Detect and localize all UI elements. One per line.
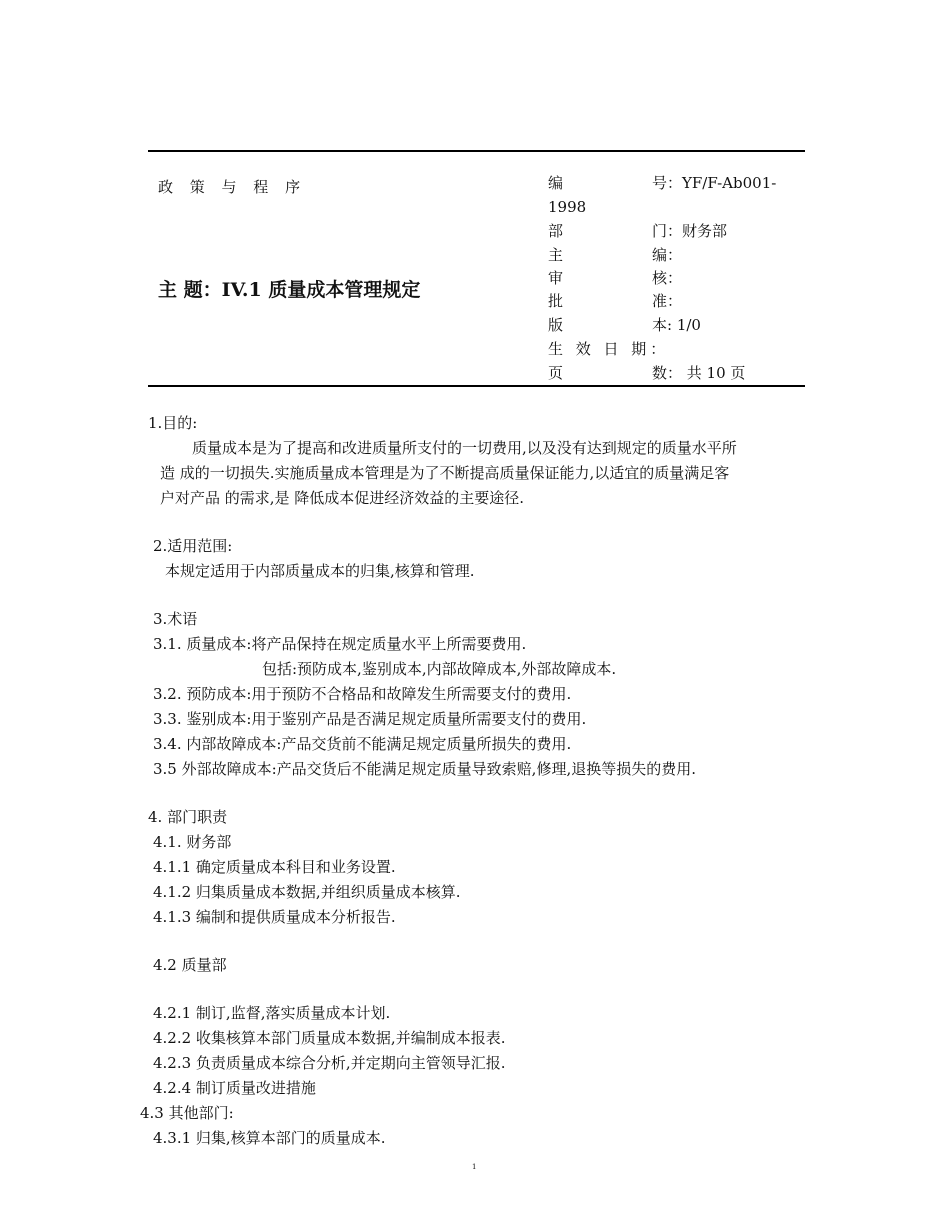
meta-effective-date: 生 效 日 期： (548, 340, 670, 358)
meta-value-dept: 门：财务部 (652, 222, 728, 240)
quality-item: 4.2.4 制订质量改进措施 (153, 1079, 316, 1097)
terms-title: 3.术语 (153, 610, 198, 628)
quality-item: 4.2.3 负责质量成本综合分析,并定期向主管领导汇报. (153, 1054, 506, 1072)
meta-value-version: 本: 1/0 (652, 316, 701, 334)
duties-title: 4. 部门职责 (148, 808, 228, 826)
header-top-rule (148, 150, 805, 152)
other-item: 4.3.1 归集,核算本部门的质量成本. (153, 1129, 386, 1147)
meta-value-editor: 编： (652, 246, 683, 264)
meta-key-review: 审 (548, 269, 564, 287)
purpose-title: 1.目的: (148, 414, 198, 432)
meta-value-review: 核： (652, 269, 683, 287)
meta-key-code: 编 (548, 174, 564, 192)
term-item: 3.2. 预防成本:用于预防不合格品和故障发生所需要支付的费用. (153, 685, 572, 703)
finance-item: 4.1.1 确定质量成本科目和业务设置. (153, 858, 396, 876)
meta-code-year: 1998 (548, 198, 587, 216)
meta-value-approve: 准： (652, 292, 683, 310)
scope-title: 2.适用范围: (153, 537, 233, 555)
meta-key-approve: 批 (548, 292, 564, 310)
finance-item: 4.1.2 归集质量成本数据,并组织质量成本核算. (153, 883, 461, 901)
purpose-line: 造 成的一切损失.实施质量成本管理是为了不断提高质量保证能力,以适宜的质量满足客 (160, 464, 730, 482)
quality-item: 4.2.1 制订,监督,落实质量成本计划. (153, 1004, 391, 1022)
term-item: 3.5 外部故障成本:产品交货后不能满足规定质量导致索赔,修理,退换等损失的费用. (153, 760, 696, 778)
meta-value-pages: 数： 共 10 页 (652, 364, 746, 382)
purpose-line: 质量成本是为了提高和改进质量所支付的一切费用,以及没有达到规定的质量水平所 (192, 439, 737, 457)
subject-title: 主 题：IV.1 质量成本管理规定 (158, 279, 421, 301)
term-item: 3.4. 内部故障成本:产品交货前不能满足规定质量所损失的费用. (153, 735, 572, 753)
term-item: 包括:预防成本,鉴别成本,内部故障成本,外部故障成本. (262, 660, 617, 678)
term-item: 3.1. 质量成本:将产品保持在规定质量水平上所需要费用. (153, 635, 527, 653)
finance-item: 4.1.3 编制和提供质量成本分析报告. (153, 908, 396, 926)
quality-item: 4.2.2 收集核算本部门质量成本数据,并编制成本报表. (153, 1029, 506, 1047)
header-bottom-rule (148, 385, 805, 387)
meta-key-pages: 页 (548, 364, 564, 382)
meta-key-editor: 主 (548, 246, 564, 264)
meta-key-version: 版 (548, 316, 564, 334)
meta-value-code: 号：YF/F-Ab001- (652, 174, 777, 192)
meta-key-dept: 部 (548, 222, 564, 240)
scope-line: 本规定适用于内部质量成本的归集,核算和管理. (165, 562, 475, 580)
quality-title: 4.2 质量部 (153, 956, 227, 974)
finance-title: 4.1. 财务部 (153, 833, 232, 851)
policy-label: 政 策 与 程 序 (158, 178, 307, 196)
term-item: 3.3. 鉴别成本:用于鉴别产品是否满足规定质量所需要支付的费用. (153, 710, 587, 728)
purpose-line: 户对产品 的需求,是 降低成本促进经济效益的主要途径. (160, 489, 525, 507)
page-number: 1 (472, 1163, 477, 1171)
other-title: 4.3 其他部门: (140, 1104, 234, 1122)
